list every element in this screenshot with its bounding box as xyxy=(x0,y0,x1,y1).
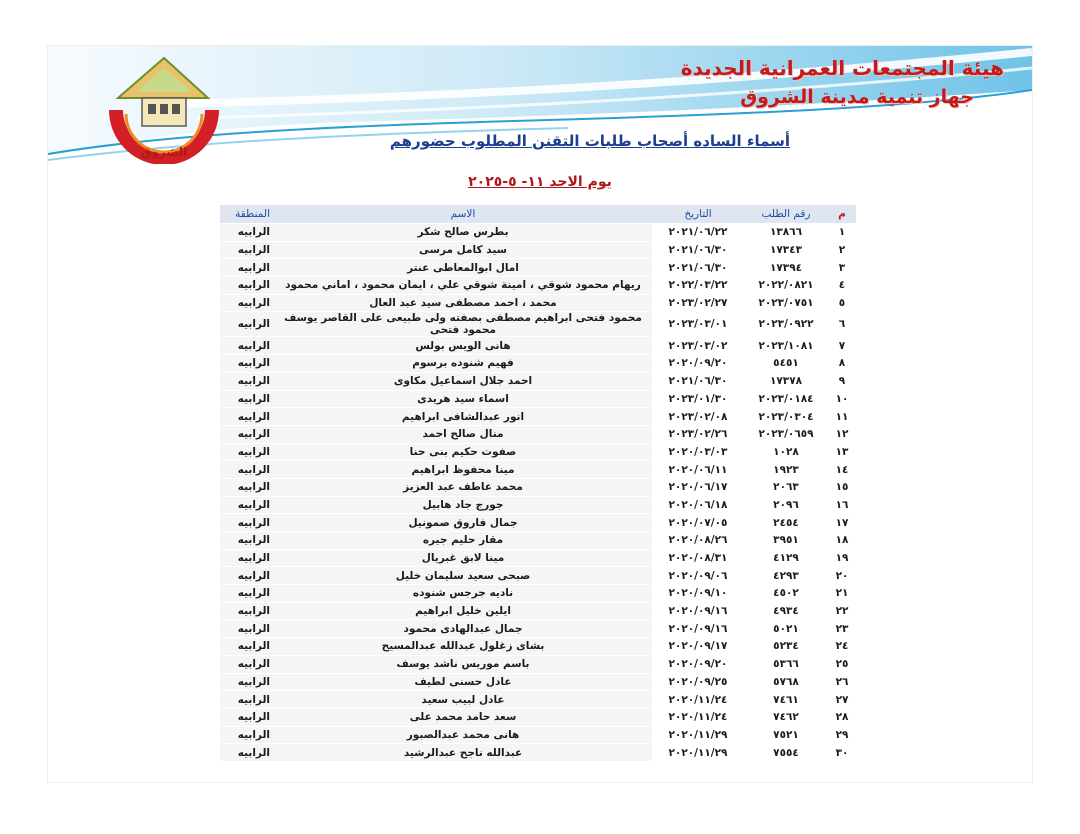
cell-name: عادل حسنى لطيف xyxy=(274,674,652,691)
cell-date: ٢٠٢١/٠٦/٣٠ xyxy=(652,373,744,390)
column-header-request: رقم الطلب xyxy=(744,205,828,223)
cell-name: مينا لابق غبريال xyxy=(274,550,652,567)
table-row xyxy=(220,585,856,602)
table-row xyxy=(220,373,856,390)
table-row xyxy=(220,709,856,726)
table-row xyxy=(220,497,856,514)
table-row xyxy=(220,603,856,620)
table-row xyxy=(220,312,856,336)
cell-number: ١٢ xyxy=(828,426,856,443)
cell-number: ٢٧ xyxy=(828,691,856,708)
cell-date: ٢٠٢٠/٠٩/١٦ xyxy=(652,620,744,637)
cell-date: ٢٠٢١/٠٦/٣٠ xyxy=(652,259,744,276)
table-row xyxy=(220,656,856,673)
cell-area: الرابيه xyxy=(220,461,274,478)
cell-date: ٢٠٢٠/٠٩/٢٥ xyxy=(652,674,744,691)
column-header-date: التاريخ xyxy=(652,205,744,223)
document-slide xyxy=(48,46,1032,782)
cell-request-number: ٤٢٩٣ xyxy=(744,567,828,584)
cell-request-number: ٥٢٣٤ xyxy=(744,638,828,655)
cell-area: الرابيه xyxy=(220,638,274,655)
cell-date: ٢٠٢٠/١١/٢٤ xyxy=(652,691,744,708)
cell-area: الرابيه xyxy=(220,373,274,390)
table-row xyxy=(220,744,856,761)
cell-date: ٢٠٢٠/٠٧/٠٥ xyxy=(652,514,744,531)
cell-area: الرابيه xyxy=(220,479,274,496)
cell-request-number: ٢٠٢٣/٠٦٥٩ xyxy=(744,426,828,443)
cell-request-number: ٧٤٦١ xyxy=(744,691,828,708)
cell-date: ٢٠٢٠/٠٨/٢٦ xyxy=(652,532,744,549)
cell-request-number: ٢٠٦٣ xyxy=(744,479,828,496)
cell-date: ٢٠٢٠/٠٩/١٠ xyxy=(652,585,744,602)
cell-number: ١٣ xyxy=(828,444,856,461)
cell-name: مينا محفوظ ابراهيم xyxy=(274,461,652,478)
cell-area: الرابيه xyxy=(220,620,274,637)
cell-request-number: ٥٣٦٦ xyxy=(744,656,828,673)
cell-date: ٢٠٢٠/٠٩/١٧ xyxy=(652,638,744,655)
cell-date: ٢٠٢٠/٠٦/١٧ xyxy=(652,479,744,496)
cell-date: ٢٠٢٣/٠١/٣٠ xyxy=(652,391,744,408)
cell-name: جمال فاروق صمونيل xyxy=(274,514,652,531)
table-row xyxy=(220,674,856,691)
cell-request-number: ٥٠٢١ xyxy=(744,620,828,637)
cell-number: ١٩ xyxy=(828,550,856,567)
cell-area: الرابيه xyxy=(220,585,274,602)
cell-number: ٢ xyxy=(828,242,856,259)
cell-area: الرابيه xyxy=(220,514,274,531)
cell-name: احمد جلال اسماعيل مكاوى xyxy=(274,373,652,390)
cell-area: الرابيه xyxy=(220,312,274,336)
cell-name: هانى محمد عبدالصبور xyxy=(274,727,652,744)
cell-request-number: ٢٠٢٣/٠٧٥١ xyxy=(744,295,828,312)
cell-number: ١٨ xyxy=(828,532,856,549)
cell-name: ناديه جرجس شنوده xyxy=(274,585,652,602)
cell-area: الرابيه xyxy=(220,744,274,761)
column-header-area: المنطقة xyxy=(220,205,274,223)
cell-date: ٢٠٢٠/٠٣/٠٣ xyxy=(652,444,744,461)
cell-number: ١١ xyxy=(828,408,856,425)
cell-date: ٢٠٢٣/٠٢/٢٦ xyxy=(652,426,744,443)
cell-area: الرابيه xyxy=(220,391,274,408)
cell-number: ٢٠ xyxy=(828,567,856,584)
cell-area: الرابيه xyxy=(220,691,274,708)
cell-request-number: ١٩٢٣ xyxy=(744,461,828,478)
cell-area: الرابيه xyxy=(220,444,274,461)
cell-date: ٢٠٢٠/٠٩/٢٠ xyxy=(652,656,744,673)
cell-number: ٢٣ xyxy=(828,620,856,637)
table-row xyxy=(220,532,856,549)
column-header-number: م xyxy=(828,205,856,223)
cell-request-number: ٧٥٢١ xyxy=(744,727,828,744)
cell-date: ٢٠٢٠/٠٩/١٦ xyxy=(652,603,744,620)
cell-request-number: ٢٠٢٣/٠٩٢٢ xyxy=(744,312,828,336)
cell-name: ريهام محمود شوقي ، امينة شوقي علي ، ايمان محمود ، اماني محمود xyxy=(274,277,652,294)
column-header-name: الاسم xyxy=(274,205,652,223)
cell-name: صبحى سعيد سليمان خليل xyxy=(274,567,652,584)
cell-area: الرابيه xyxy=(220,550,274,567)
table-row xyxy=(220,550,856,567)
cell-number: ١٧ xyxy=(828,514,856,531)
cell-area: الرابيه xyxy=(220,224,274,241)
cell-area: الرابيه xyxy=(220,426,274,443)
cell-date: ٢٠٢٠/٠٨/٣١ xyxy=(652,550,744,567)
table-row xyxy=(220,691,856,708)
cell-request-number: ٢٠٢٢/٠٨٢١ xyxy=(744,277,828,294)
cell-date: ٢٠٢٣/٠٢/٠٨ xyxy=(652,408,744,425)
table-row xyxy=(220,355,856,372)
cell-request-number: ٢٤٥٤ xyxy=(744,514,828,531)
table-row xyxy=(220,426,856,443)
cell-number: ١ xyxy=(828,224,856,241)
cell-name: جمال عبدالهادى محمود xyxy=(274,620,652,637)
cell-request-number: ١٣٨٦٦ xyxy=(744,224,828,241)
cell-area: الرابيه xyxy=(220,337,274,354)
cell-area: الرابيه xyxy=(220,408,274,425)
cell-number: ٢٨ xyxy=(828,709,856,726)
cell-area: الرابيه xyxy=(220,277,274,294)
organization-name: هيئة المجتمعات العمرانية الجديدة xyxy=(680,56,1004,80)
cell-date: ٢٠٢١/٠٦/٣٠ xyxy=(652,242,744,259)
table-row xyxy=(220,295,856,312)
cell-request-number: ٢٠٩٦ xyxy=(744,497,828,514)
table-row xyxy=(220,461,856,478)
table-row xyxy=(220,259,856,276)
cell-area: الرابيه xyxy=(220,603,274,620)
cell-name: محمد ، احمد مصطفى سيد عبد العال xyxy=(274,295,652,312)
table-row xyxy=(220,277,856,294)
cell-request-number: ٤٩٣٤ xyxy=(744,603,828,620)
cell-number: ٢٤ xyxy=(828,638,856,655)
table-row xyxy=(220,620,856,637)
cell-request-number: ١٧٣٩٤ xyxy=(744,259,828,276)
cell-area: الرابيه xyxy=(220,727,274,744)
cell-date: ٢٠٢٣/٠٢/٢٧ xyxy=(652,295,744,312)
cell-area: الرابيه xyxy=(220,259,274,276)
cell-request-number: ٧٥٥٤ xyxy=(744,744,828,761)
table-row xyxy=(220,242,856,259)
cell-date: ٢٠٢٠/٠٦/١٨ xyxy=(652,497,744,514)
table-row xyxy=(220,337,856,354)
cell-number: ٧ xyxy=(828,337,856,354)
cell-name: عبدالله ناجح عبدالرشيد xyxy=(274,744,652,761)
cell-number: ٢١ xyxy=(828,585,856,602)
table-row xyxy=(220,444,856,461)
meeting-date: يوم الاحد ١١- ٥-٢٠٢٥ xyxy=(468,174,612,190)
cell-date: ٢٠٢٣/٠٣/٠١ xyxy=(652,312,744,336)
cell-name: صفوت حكيم بنى حنا xyxy=(274,444,652,461)
cell-name: منال صالح احمد xyxy=(274,426,652,443)
cell-name: سيد كامل مرسى xyxy=(274,242,652,259)
page-title: أسماء الساده أصحاب طلبات التقنن المطلوب حضورهم xyxy=(389,132,791,150)
table-row xyxy=(220,408,856,425)
table-row xyxy=(220,391,856,408)
cell-number: ٩ xyxy=(828,373,856,390)
table-row xyxy=(220,514,856,531)
cell-number: ٤ xyxy=(828,277,856,294)
cell-request-number: ٥٧٦٨ xyxy=(744,674,828,691)
cell-date: ٢٠٢٣/٠٣/٠٢ xyxy=(652,337,744,354)
cell-date: ٢٠٢١/٠٦/٢٢ xyxy=(652,224,744,241)
cell-number: ١٠ xyxy=(828,391,856,408)
cell-request-number: ١٠٢٨ xyxy=(744,444,828,461)
cell-number: ١٥ xyxy=(828,479,856,496)
cell-area: الرابيه xyxy=(220,295,274,312)
cell-name: باسم موريس ناشد يوسف xyxy=(274,656,652,673)
cell-request-number: ٧٤٦٢ xyxy=(744,709,828,726)
table-row xyxy=(220,479,856,496)
cell-date: ٢٠٢٠/١١/٢٩ xyxy=(652,727,744,744)
table-row xyxy=(220,727,856,744)
cell-name: عادل لبيب سعيد xyxy=(274,691,652,708)
table-row xyxy=(220,567,856,584)
cell-request-number: ٥٤٥١ xyxy=(744,355,828,372)
cell-number: ٣٠ xyxy=(828,744,856,761)
cell-area: الرابيه xyxy=(220,674,274,691)
cell-name: بشاى زغلول عبدالله عبدالمسيح xyxy=(274,638,652,655)
cell-name: بطرس صالح شكر xyxy=(274,224,652,241)
cell-area: الرابيه xyxy=(220,242,274,259)
cell-request-number: ٣٩٥١ xyxy=(744,532,828,549)
cell-name: جورج جاد هابيل xyxy=(274,497,652,514)
cell-area: الرابيه xyxy=(220,709,274,726)
cell-name: فهيم شنوده برسوم xyxy=(274,355,652,372)
cell-name: انور عبدالشافى ابراهيم xyxy=(274,408,652,425)
cell-name: مقار حليم جيره xyxy=(274,532,652,549)
cell-area: الرابيه xyxy=(220,355,274,372)
cell-number: ٢٦ xyxy=(828,674,856,691)
cell-area: الرابيه xyxy=(220,656,274,673)
cell-request-number: ١٧٣٤٣ xyxy=(744,242,828,259)
cell-number: ٢٩ xyxy=(828,727,856,744)
table-row xyxy=(220,224,856,241)
cell-number: ٥ xyxy=(828,295,856,312)
authority-name: جهاز تنمية مدينة الشروق xyxy=(740,86,974,108)
cell-number: ٢٢ xyxy=(828,603,856,620)
cell-date: ٢٠٢٢/٠٣/٢٢ xyxy=(652,277,744,294)
cell-request-number: ٤١٢٩ xyxy=(744,550,828,567)
cell-request-number: ٢٠٢٣/٠٣٠٤ xyxy=(744,408,828,425)
cell-number: ٢٥ xyxy=(828,656,856,673)
cell-name: هانى الويس بولس xyxy=(274,337,652,354)
cell-area: الرابيه xyxy=(220,497,274,514)
cell-number: ٦ xyxy=(828,312,856,336)
cell-request-number: ٢٠٢٣/١٠٨١ xyxy=(744,337,828,354)
cell-area: الرابيه xyxy=(220,532,274,549)
cell-date: ٢٠٢٠/١١/٢٤ xyxy=(652,709,744,726)
cell-request-number: ٢٠٢٣/٠١٨٤ xyxy=(744,391,828,408)
applicants-table xyxy=(220,204,856,762)
cell-date: ٢٠٢٠/٠٩/٢٠ xyxy=(652,355,744,372)
table-header-row xyxy=(220,205,856,223)
cell-name: محمد عاطف عبد العزيز xyxy=(274,479,652,496)
cell-number: ٣ xyxy=(828,259,856,276)
cell-date: ٢٠٢٠/٠٦/١١ xyxy=(652,461,744,478)
logo-text: الشروق xyxy=(140,145,188,159)
cell-request-number: ١٧٣٧٨ xyxy=(744,373,828,390)
cell-name: ايلين خليل ابراهيم xyxy=(274,603,652,620)
cell-name: سعد حامد محمد على xyxy=(274,709,652,726)
cell-date: ٢٠٢٠/١١/٢٩ xyxy=(652,744,744,761)
cell-name: اسماء سيد هريدى xyxy=(274,391,652,408)
cell-number: ١٤ xyxy=(828,461,856,478)
cell-name: امال ابوالمعاطى عنتر xyxy=(274,259,652,276)
table-row xyxy=(220,638,856,655)
cell-number: ١٦ xyxy=(828,497,856,514)
cell-date: ٢٠٢٠/٠٩/٠٦ xyxy=(652,567,744,584)
cell-name: محمود فتحى ابراهيم مصطفى بصفته ولى طبيعى على القاصر يوسف محمود فتحى xyxy=(274,312,652,336)
cell-request-number: ٤٥٠٢ xyxy=(744,585,828,602)
cell-area: الرابيه xyxy=(220,567,274,584)
cell-number: ٨ xyxy=(828,355,856,372)
